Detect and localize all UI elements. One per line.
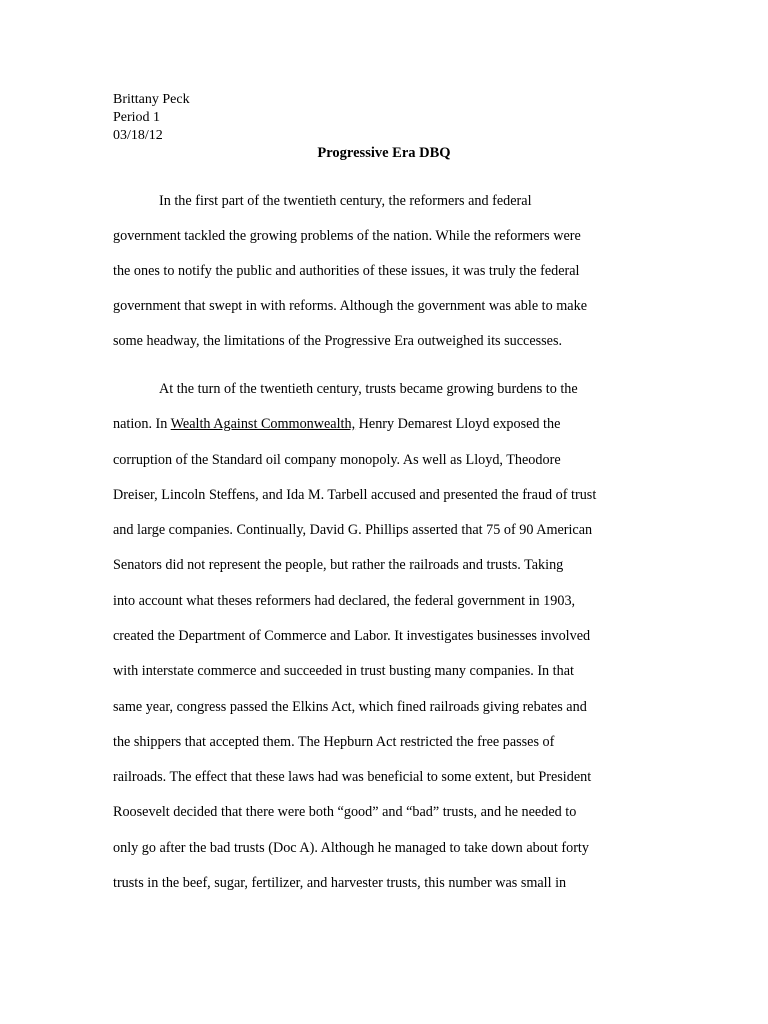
- body-line: Dreiser, Lincoln Steffens, and Ida M. Tarbell accused and presented the fraud of trust: [113, 487, 597, 503]
- document-title: Progressive Era DBQ: [317, 145, 451, 161]
- body-line: into account what theses reformers had declared, the federal government in 1903,: [113, 593, 576, 609]
- body-text: nation. In: [113, 416, 171, 432]
- body-line: Roosevelt decided that there were both “good” and “bad” trusts, and he needed to: [113, 804, 577, 820]
- body-line: trusts in the beef, sugar, fertilizer, and harvester trusts, this number was small in: [113, 875, 567, 891]
- class-period: Period 1: [113, 110, 161, 125]
- body-line: At the turn of the twentieth century, trusts became growing burdens to the: [159, 381, 578, 397]
- body-line: [113, 415, 560, 433]
- body-line: railroads. The effect that these laws had was beneficial to some extent, but President: [113, 769, 592, 785]
- author-name: Brittany Peck: [113, 92, 190, 107]
- body-line: and large companies. Continually, David G. Phillips asserted that 75 of 90 American: [113, 522, 593, 538]
- author-header: [113, 91, 190, 145]
- body-line: the shippers that accepted them. The Hepburn Act restricted the free passes of: [113, 734, 555, 750]
- body-line: some headway, the limitations of the Progressive Era outweighed its successes.: [113, 333, 563, 349]
- document-date: 03/18/12: [113, 128, 163, 143]
- body-line: government that swept in with reforms. Although the government was able to make: [113, 298, 587, 314]
- body-line: In the first part of the twentieth century, the reformers and federal: [159, 193, 532, 209]
- body-line: created the Department of Commerce and Labor. It investigates businesses involved: [113, 628, 591, 644]
- book-title: Wealth Against Commonwealth,: [170, 416, 356, 432]
- body-text: Henry Demarest Lloyd exposed the: [355, 416, 561, 432]
- body-line: with interstate commerce and succeeded in trust busting many companies. In that: [113, 663, 574, 679]
- body-line: same year, congress passed the Elkins Act, which fined railroads giving rebates and: [113, 699, 587, 715]
- body-line: corruption of the Standard oil company monopoly. As well as Lloyd, Theodore: [113, 452, 561, 468]
- body-line: the ones to notify the public and authorities of these issues, it was truly the federal: [113, 263, 580, 279]
- body-line: Senators did not represent the people, but rather the railroads and trusts. Taking: [113, 557, 564, 573]
- body-line: government tackled the growing problems of the nation. While the reformers were: [113, 228, 581, 244]
- body-line: only go after the bad trusts (Doc A). Although he managed to take down about forty: [113, 840, 589, 856]
